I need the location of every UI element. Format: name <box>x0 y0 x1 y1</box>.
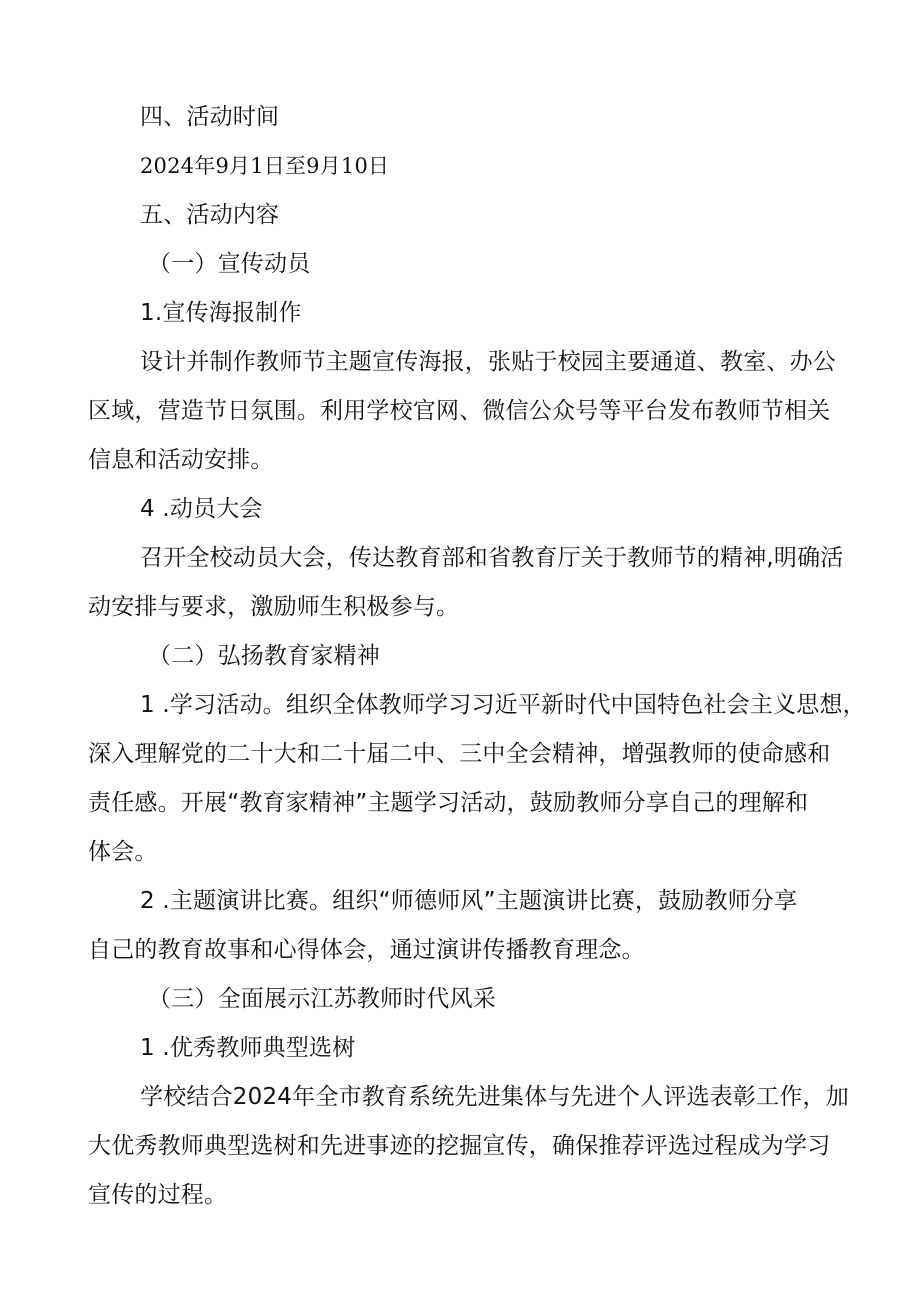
paragraph-line: 信息和活动安排。 <box>88 447 274 473</box>
paragraph-line: 学校结合2024年全市教育系统先进集体与先进个人评选表彰工作，加 <box>140 1084 849 1110</box>
subsection-heading-educator-spirit: （二）弘扬教育家精神 <box>148 643 380 669</box>
paragraph-line: 自己的教育故事和心得体会，通过演讲传播教育理念。 <box>88 937 645 963</box>
item-heading-mobilization-meeting: 4 .动员大会 <box>140 496 263 522</box>
paragraph-line: 体会。 <box>88 839 158 865</box>
paragraph-line: 区域，营造节日氛围。利用学校官网、微信公众号等平台发布教师节相关 <box>88 398 831 424</box>
item-heading-excellent-teachers: 1 .优秀教师典型选树 <box>140 1035 356 1061</box>
paragraph-line: 大优秀教师典型选树和先进事迹的挖掘宣传，确保推荐评选过程成为学习 <box>88 1133 831 1159</box>
section-heading-activity-content: 五、活动内容 <box>140 202 280 228</box>
activity-date-range: 2024年9月1日至9月10日 <box>140 154 390 178</box>
subsection-heading-publicity: （一）宣传动员 <box>148 251 311 277</box>
paragraph-line: 动安排与要求，激励师生积极参与。 <box>88 594 460 620</box>
subsection-heading-jiangsu-teachers: （三）全面展示江苏教师时代风采 <box>148 986 496 1012</box>
paragraph-line: 召开全校动员大会，传达教育部和省教育厅关于教师节的精神,明确活 <box>140 545 844 571</box>
paragraph-line: 宣传的过程。 <box>88 1182 228 1208</box>
section-heading-activity-time: 四、活动时间 <box>140 104 280 130</box>
item-heading-poster: 1.宣传海报制作 <box>140 300 302 326</box>
paragraph-line: 1 .学习活动。组织全体教师学习习近平新时代中国特色社会主义思想， <box>140 692 866 718</box>
paragraph-line: 设计并制作教师节主题宣传海报，张贴于校园主要通道、教室、办公 <box>140 349 836 375</box>
paragraph-line: 深入理解党的二十大和二十届二中、三中全会精神，增强教师的使命感和 <box>88 741 831 767</box>
paragraph-line: 责任感。开展“教育家精神”主题学习活动，鼓励教师分享自己的理解和 <box>88 790 809 816</box>
paragraph-line: 2 .主题演讲比赛。组织“师德师风”主题演讲比赛，鼓励教师分享 <box>140 888 798 914</box>
